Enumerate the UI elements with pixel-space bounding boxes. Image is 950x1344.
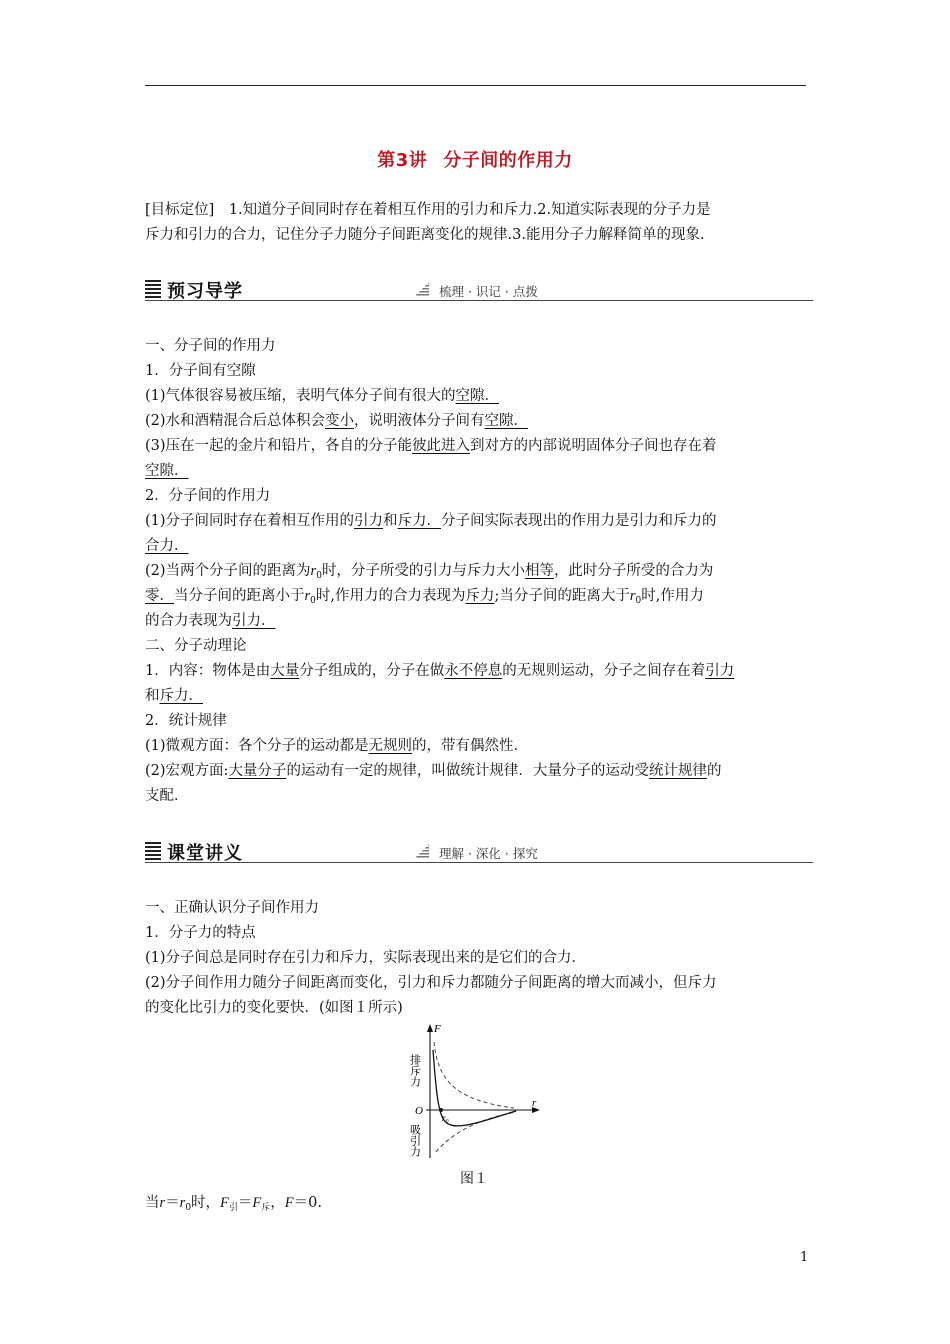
text-line: (2)宏观方面:大量分子的运动有一定的规律，叫做统计规律．大量分子的运动受统计规律的 [145,763,722,779]
molecular-force-figure [404,1020,544,1166]
text-line: (2)水和酒精混合后总体积会变小，说明液体分子间有空隙． [145,413,529,429]
axis-y-label: F [434,1023,441,1035]
banner-rule [145,862,813,863]
answer-blank: 零． [145,588,174,604]
lecture-topic: 分子间的作用力 [443,150,573,171]
subheading: 2．分子间的作用力 [145,488,271,504]
origin-label: O [415,1105,423,1117]
subheading: 1．分子力的特点 [145,925,256,941]
banner-stripes-icon [145,842,161,860]
answer-blank: 合力． [145,538,189,554]
text-line: (3)压在一起的金片和铅片，各自的分子能彼此进入到对方的内部说明固体分子间也存在着 [145,438,717,454]
text-line: (2)当两个分子间的距离为$r_0$时，分子所受的引力与斥力大小相等，此时分子所受的合力为 [145,563,714,581]
lecture-number: 第3讲 [377,150,428,171]
answer-blank: 相等 [524,563,554,579]
answer-blank: 空隙． [484,413,529,429]
answer-blank: 永不停息 [444,663,503,679]
answer-blank: 斥力． [397,513,442,529]
text-line [145,536,189,556]
answer-blank: 统计规律 [648,763,707,779]
answer-blank: 彼此进入 [412,438,471,454]
banner-tags: 梳理 · 识记 · 点拨 [439,284,538,299]
subheading: 2．统计规律 [145,713,227,729]
objective-line-2: 斥力和引力的合力，记住分子力随分子间距离变化的规律.3.能用分子力解释简单的现象. [145,227,705,243]
answer-blank: 无规则 [368,738,413,754]
banner-tags: 理解 · 深化 · 探究 [439,846,538,861]
r0-point [439,1108,443,1112]
text-line: 1．内容：物体是由大量分子组成的，分子在做永不停息的无规则运动，分子之间存在着引力 [145,663,735,679]
answer-blank: 空隙． [145,463,189,479]
text-line: (2)分子间作用力随分子间距离而变化，引力和斥力都随分子间距离的增大而减小，但斥力 [145,975,717,991]
text-line: 的变化比引力的变化要快．(如图１所示) [145,1000,403,1016]
answer-blank: 变小 [325,413,355,429]
text-line: (1)气体很容易被压缩，表明气体分子间有很大的空隙． [145,388,500,404]
top-rule [145,85,806,86]
heading: 一、正确认识分子间作用力 [145,900,319,916]
repulsion-curve [434,1042,514,1108]
objective-line-1: [目标定位] 1.知道分子间同时存在着相互作用的引力和斥力.2.知道实际表现的分子力是 [145,202,711,218]
text-line [145,461,189,481]
text-line: (1)微观方面：各个分子的运动都是无规则的，带有偶然性． [145,738,529,754]
axis-x-label: r [532,1097,537,1109]
r0-label: $r_0$ [442,1113,449,1125]
y-axis-arrow [427,1024,433,1032]
answer-blank: 引力． [232,613,276,629]
answer-blank: 斥力． [159,688,203,704]
force-curve-diagram [404,1020,544,1166]
heading: 一、分子间的作用力 [145,338,276,354]
page-title [0,146,950,172]
answer-blank: 空隙． [455,388,500,404]
text-line: (1)分子间同时存在着相互作用的引力和斥力．分子间实际表现出的作用力是引力和斥力的 [145,513,717,529]
banner-stripes-icon [145,280,161,298]
banner-label: 课堂讲义 [167,843,243,864]
section-banner-preview [145,276,813,302]
answer-blank: 引力 [354,513,384,529]
page-number: 1 [800,1250,809,1265]
banner-label: 预习导学 [167,281,243,302]
banner-rule [145,300,813,301]
text-line: 零．当分子间的距离小于$r_0$时,作用力的合力表现为斥力;当分子间的距离大于$r_0$时,作用力 [145,588,704,606]
answer-blank: 大量 [270,663,300,679]
answer-blank: 斥力 [465,588,495,604]
repulsion-label: 排斥力 [408,1054,422,1087]
attraction-label: 吸引力 [408,1124,422,1157]
figure-caption: 图１ [460,1171,488,1187]
banner-triangle-icon [415,282,429,296]
subheading: 1．分子间有空隙 [145,363,256,379]
equation-line: 当$r=r_0$时，$F_引=F_斥$，F＝0. [145,1195,322,1213]
text-line: 支配． [145,788,189,804]
text-line: (1)分子间总是同时存在引力和斥力，实际表现出来的是它们的合力． [145,950,587,966]
banner-triangle-icon [415,844,429,858]
answer-blank: 引力 [705,663,735,679]
text-line: 和斥力． [145,688,203,704]
answer-blank: 大量分子 [228,763,287,779]
heading: 二、分子动理论 [145,638,247,654]
text-line: 的合力表现为引力． [145,613,276,629]
attraction-curve [436,1112,516,1152]
section-banner-lecture [145,838,813,864]
learning-objectives [145,198,809,248]
